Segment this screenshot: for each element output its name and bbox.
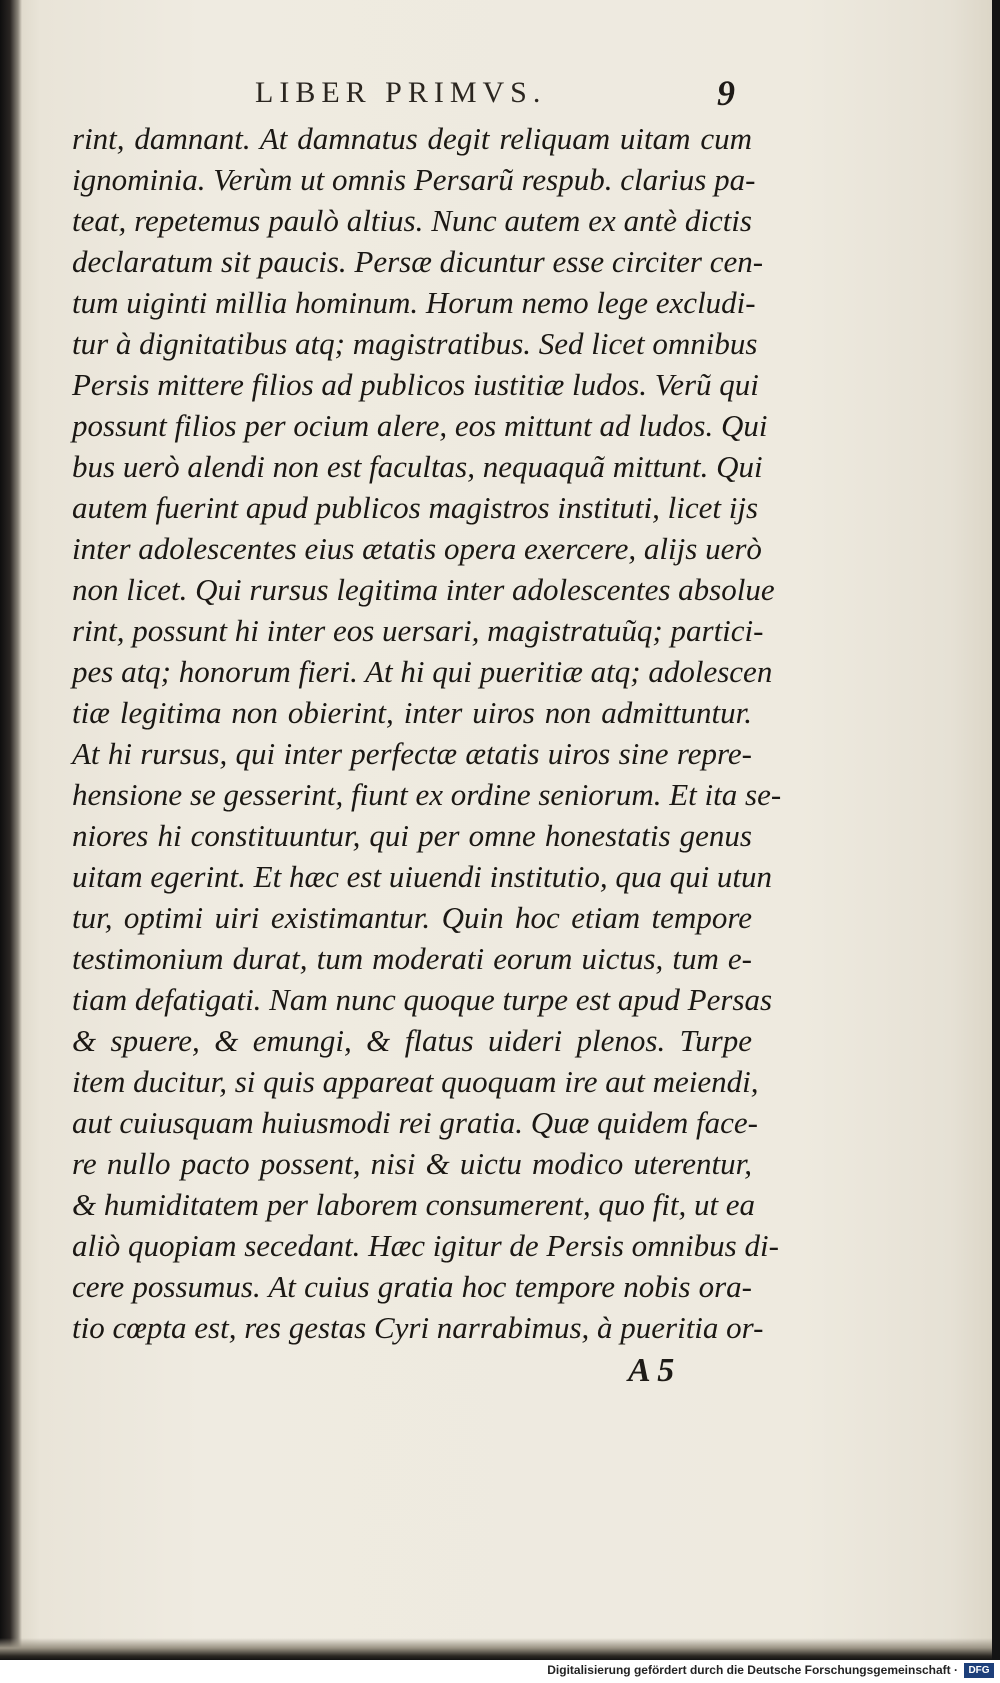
- text-line: teat, repetemus paulò altius. Nunc autem ex antè dictis: [72, 203, 752, 238]
- text-line: tio cœpta est, res gestas Cyri narrabimus, à pueritia or-: [72, 1310, 764, 1345]
- text-line: rint, possunt hi inter eos uersari, magistratuũq; partici-: [72, 613, 764, 648]
- text-line: Persis mittere filios ad publicos iustitiæ ludos. Verũ qui: [72, 367, 759, 402]
- text-line: At hi rursus, qui inter perfectæ ætatis uiros sine repre-: [72, 736, 752, 771]
- text-line: pes atq; honorum fieri. At hi qui pueritiæ atq; adolescen: [72, 654, 773, 689]
- text-line: niores hi constituuntur, qui per omne honestatis genus: [72, 818, 752, 853]
- running-title: LIBER PRIMVS.: [255, 76, 547, 109]
- text-line: inter adolescentes eius ætatis opera exercere, alijs uerò: [72, 531, 762, 566]
- text-line: tur, optimi uiri existimantur. Quin hoc etiam tempore: [72, 900, 752, 935]
- text-line: tur à dignitatibus atq; magistratibus. Sed licet omnibus: [72, 326, 758, 361]
- running-head: [255, 73, 735, 116]
- text-line: testimonium durat, tum moderati eorum uictus, tum e-: [72, 941, 752, 976]
- body-text: [72, 118, 782, 1348]
- text-line: possunt filios per ocium alere, eos mittunt ad ludos. Qui: [72, 408, 768, 443]
- page-number: 9: [717, 73, 735, 113]
- text-line: & spuere, & emungi, & flatus uideri plenos. Turpe: [72, 1023, 752, 1058]
- text-line: rint, damnant. At damnatus degit reliquam uitam cum: [72, 121, 752, 156]
- signature-mark: A 5: [628, 1352, 675, 1389]
- text-line: aut cuiusquam huiusmodi rei gratia. Quæ quidem face-: [72, 1105, 758, 1140]
- text-line: aliò quopiam secedant. Hæc igitur de Persis omnibus di-: [72, 1228, 779, 1263]
- text-line: non licet. Qui rursus legitima inter adolescentes absolue: [72, 572, 775, 607]
- text-line: tiæ legitima non obierint, inter uiros non admittuntur.: [72, 695, 752, 730]
- text-line: re nullo pacto possent, nisi & uictu modico uterentur,: [72, 1146, 752, 1181]
- text-line: bus uerò alendi non est facultas, nequaquã mittunt. Qui: [72, 449, 763, 484]
- dfg-logo: DFG: [964, 1663, 994, 1678]
- text-line: declaratum sit paucis. Persæ dicuntur esse circiter cen-: [72, 244, 764, 279]
- text-line: & humiditatem per laborem consumerent, quo fit, ut ea: [72, 1187, 756, 1222]
- text-line: ignominia. Verùm ut omnis Persarũ respub. clarius pa-: [72, 162, 756, 197]
- text-line: item ducitur, si quis appareat quoquam ire aut meiendi,: [72, 1064, 759, 1099]
- text-line: cere possumus. At cuius gratia hoc tempore nobis ora-: [72, 1269, 752, 1304]
- text-line: uitam egerint. Et hæc est uiuendi institutio, qua qui utun: [72, 859, 773, 894]
- text-line: autem fuerint apud publicos magistros instituti, licet ijs: [72, 490, 759, 525]
- text-line: hensione se gesserint, fiunt ex ordine seniorum. Et ita se-: [72, 777, 782, 812]
- funding-credit: Digitalisierung gefördert durch die Deutsche Forschungsgemeinschaft ·: [547, 1663, 958, 1677]
- text-line: tum uiginti millia hominum. Horum nemo lege excludi-: [72, 285, 756, 320]
- text-line: tiam defatigati. Nam nunc quoque turpe est apud Persas: [72, 982, 773, 1017]
- footer-bar: [0, 1660, 1000, 1683]
